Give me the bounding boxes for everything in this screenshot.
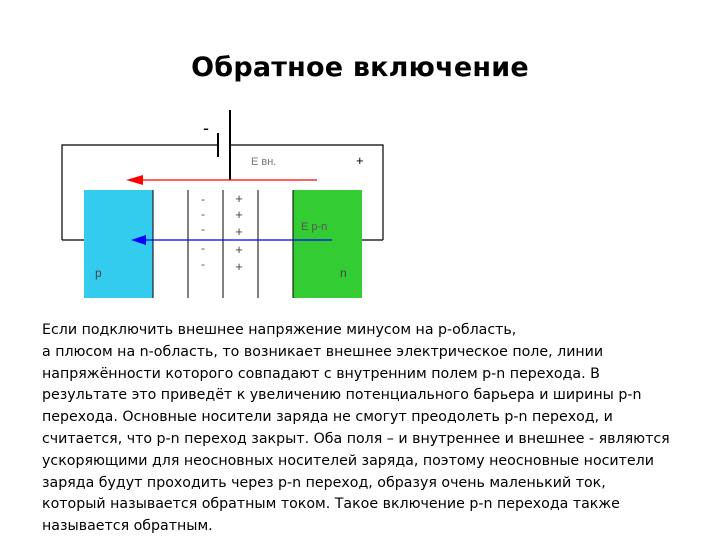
text-line: Если подключить внешнее напряжение минусом на p-область, xyxy=(42,322,517,338)
internal-field-label: E p-n xyxy=(301,221,328,233)
text-line: считается, что p-n переход закрыт. Оба поля – и внутреннее и внешнее - являются xyxy=(42,430,670,447)
text-line: результате это приведёт к увеличению потенциального барьера и ширины p-n xyxy=(42,387,642,404)
negative-charge: - xyxy=(201,207,205,221)
positive-charge: + xyxy=(235,242,243,257)
p-region-label: p xyxy=(95,266,102,280)
text-line: а плюсом на n-область, то возникает внешнее электрическое поле, линии xyxy=(42,343,604,360)
positive-charge: + xyxy=(235,207,243,222)
external-field-arrowhead xyxy=(126,175,143,185)
negative-charge: - xyxy=(201,257,205,271)
text-line: заряда будут проходить через p-n переход, образуя очень маленький ток, xyxy=(42,474,606,491)
positive-charge: + xyxy=(235,191,243,206)
text-line: перехода. Основные носители заряда не смогут преодолеть p-n переход, и xyxy=(42,409,613,426)
negative-charge: - xyxy=(201,222,205,236)
negative-charge: - xyxy=(201,241,205,255)
text-line: называется обратным. xyxy=(42,518,213,535)
text-line: ускоряющими для неосновных носителей заряда, поэтому неосновные носители xyxy=(42,452,654,469)
p-region xyxy=(84,190,153,298)
battery-minus-label: - xyxy=(203,118,209,138)
positive-charge: + xyxy=(235,224,243,239)
negative-charge: - xyxy=(201,192,205,206)
slide-title: Обратное включение xyxy=(191,52,529,83)
n-region xyxy=(293,190,362,298)
explanation-text xyxy=(42,320,702,538)
text-line: который называется обратным током. Такое включение p-n перехода также xyxy=(42,496,620,513)
battery-plus-label: + xyxy=(356,153,364,168)
n-region-label: n xyxy=(340,266,347,280)
external-field-label: Е вн. xyxy=(251,156,277,168)
text-line: напряжённости которого совпадают с внутренним полем p-n перехода. В xyxy=(42,365,600,382)
positive-charge: + xyxy=(235,259,243,274)
